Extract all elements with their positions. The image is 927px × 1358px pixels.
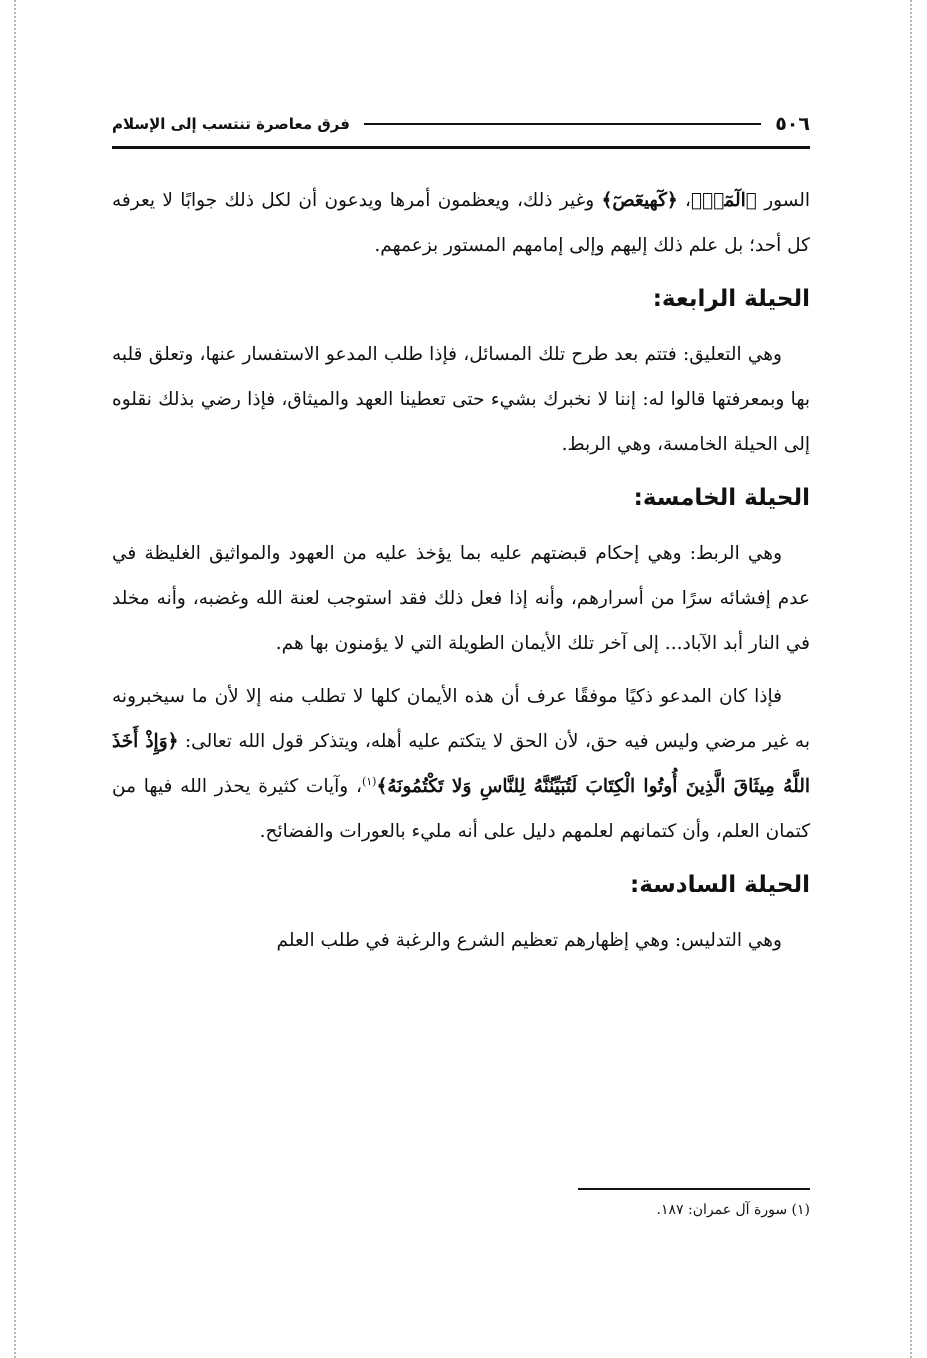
footnote-rule (578, 1188, 810, 1190)
heading-fourth-trick: الحيلة الرابعة: (652, 286, 810, 312)
page-edge-dots-right (910, 0, 912, 1358)
page-header (112, 112, 810, 136)
paragraph-4 (112, 674, 810, 854)
page-number: ٥٠٦ (775, 113, 810, 135)
quran-letters-2: ﴿كٓهيعٓصٓ﴾ (601, 190, 678, 211)
running-title: فرق معاصرة تنتسب إلى الإسلام (112, 115, 350, 133)
header-line (364, 123, 761, 125)
page-body (112, 178, 810, 963)
footnote-reference: (١) (361, 774, 377, 788)
paragraph-1-text-a: السور (756, 190, 810, 211)
quran-verse: ﴿وَإِذْ أَخَذَ اللَّهُ مِيثَاقَ الَّذِينَ أُوتُوا الْكِتَابَ لَتُبَيِّنُنَّهُ لِلنَّاسِ وَلا تَكْتُمُونَهُ﴾ (112, 731, 810, 797)
paragraph-4-text-a: فإذا كان المدعو ذكيًا موفقًا عرف أن هذه الأيمان كلها لا تطلب منه إلا لأن ما سيخبرونه به غير مرضي وليس فيه حق، لأن الحق لا يتكتم عليه أهله، ويتذكر قول الله تعالى: (112, 686, 810, 752)
header-rule (112, 146, 810, 149)
paragraph-1-text-c: وغير ذلك، ويعظمون أمرها ويدعون أن لكل ذلك جوابًا لا يعرفه كل أحد؛ بل علم ذلك إليهم وإلى إمامهم المستور بزعمهم. (112, 190, 810, 256)
paragraph-2: وهي التعليق: فتتم بعد طرح تلك المسائل، فإذا طلب المدعو الاستفسار عنها، وتعلق قلبه بها وبمعرفتها قالوا له: إننا لا نخبرك بشيء حتى تعطينا العهد والميثاق، فإذا رضي بذلك نقلوه إلى الحيلة الخامسة، وهي الربط. (112, 344, 810, 455)
paragraph-3: وهي الربط: وهي إحكام قبضتهم عليه بما يؤخذ عليه من العهود والمواثيق الغليظة في عدم إفشائه سرًا من أسرارهم، وأنه إذا فعل ذلك فقد استوجب لعنة الله وغضبه، وأنه مخلد في النار أبد الآباد... إلى آخر تلك الأيمان الطويلة التي لا يؤمنون بها هم. (112, 543, 810, 654)
heading-fifth-trick: الحيلة الخامسة: (633, 485, 810, 511)
paragraph-5: وهي التدليس: وهي إظهارهم تعظيم الشرع والرغبة في طلب العلم (276, 930, 782, 951)
page-edge-dots-left (14, 0, 16, 1358)
paragraph-4-text-b: ، وآيات كثيرة يحذر الله فيها من كتمان العلم، وأن كتمانهم لعلمهم دليل على أنه مليء بالعورات والفضائح. (112, 776, 810, 842)
heading-sixth-trick: الحيلة السادسة: (630, 872, 810, 898)
paragraph-1-text-b: ، (677, 190, 692, 211)
paragraph-1 (112, 178, 810, 268)
quran-letters-1: ﴿الٓمٓرۚ﴾ (691, 190, 757, 211)
footnote: (١) سورة آل عمران: ١٨٧. (656, 1202, 810, 1218)
